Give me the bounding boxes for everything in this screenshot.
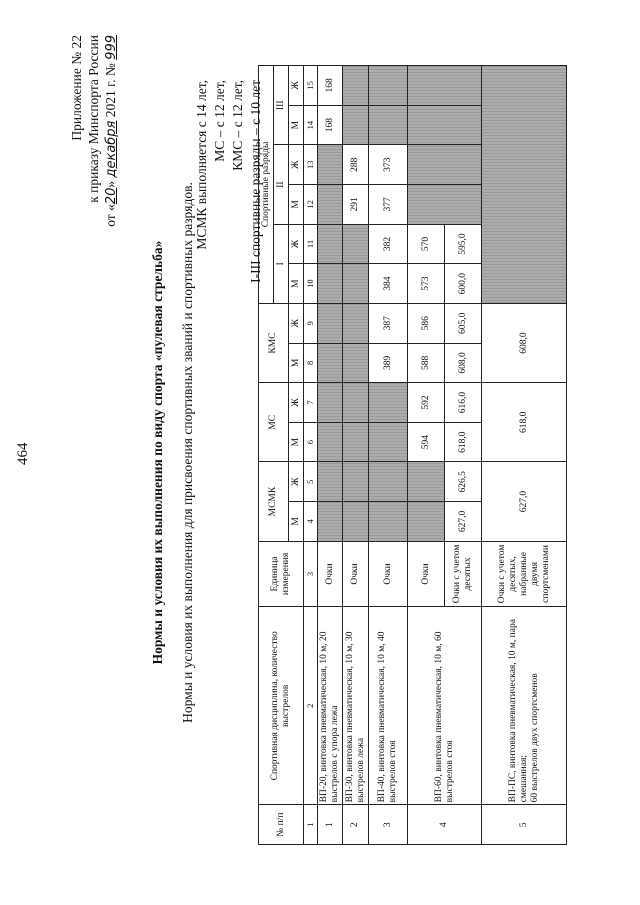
value-cell: 168 [318, 105, 343, 145]
shaded-cell [318, 462, 343, 502]
appendix-header [68, 35, 120, 227]
shaded-cell [369, 383, 408, 423]
column-index-row [304, 66, 318, 845]
value-cell: 387 [369, 303, 408, 343]
header-rank-1: I [274, 224, 289, 303]
column-index: 12 [304, 185, 318, 225]
shaded-cell [318, 185, 343, 225]
shaded-cell [318, 383, 343, 423]
row-num: 3 [369, 805, 408, 845]
shaded-cell [318, 224, 343, 264]
value-cell: 384 [369, 264, 408, 304]
shaded-cell [318, 502, 343, 542]
column-index: 10 [304, 264, 318, 304]
row-discipline: ВП-30, винтовка пневматическая, 10 м, 30 выстрелов лежа [343, 607, 369, 805]
note-line: I-III спортивные разряды – с 10 лет [248, 80, 263, 283]
document-title: Нормы и условия их выполнения по виду спорта «пулевая стрельба» [150, 240, 165, 665]
shaded-cell [343, 105, 369, 145]
shaded-cell [369, 422, 408, 462]
value-cell: 573 [408, 264, 445, 304]
value-cell: 626,5 [445, 462, 482, 502]
header-ms: МС [259, 383, 289, 462]
table-row [369, 66, 408, 845]
row-unit: Очки [369, 541, 408, 606]
handwritten-order-number: 999 [104, 35, 119, 60]
column-index: 5 [304, 462, 318, 502]
shaded-cell [343, 224, 369, 264]
shaded-cell [318, 303, 343, 343]
norms-table [258, 65, 567, 845]
header-female: Ж [289, 462, 304, 502]
column-index: 3 [304, 541, 318, 606]
shaded-cell [318, 422, 343, 462]
header-female: Ж [289, 383, 304, 423]
shaded-cell [343, 462, 369, 502]
value-cell: 616,0 [445, 383, 482, 423]
shaded-cell [318, 264, 343, 304]
row-discipline-line: 60 выстрелов двух спортсменов [529, 673, 540, 803]
note-line: КМС – с 12 лет, [230, 80, 245, 171]
header-discipline: Спортивная дисциплина, количество выстрелов [259, 607, 304, 805]
header-male: М [289, 185, 304, 225]
document-subtitle: Нормы и условия их выполнения для присвоения спортивных званий и спортивных разрядов. [180, 182, 195, 723]
shaded-cell [408, 502, 445, 542]
row-unit: Очки [343, 541, 369, 606]
row-unit: Очки [408, 541, 445, 606]
note-line: МСМК выполняется с 14 лет, [194, 80, 209, 250]
row-discipline: ВП-20, винтовка пневматическая, 10 м, 20 выстрелов с упора лежа [318, 607, 343, 805]
value-cell: 291 [343, 185, 369, 225]
header-msmk: МСМК [259, 462, 289, 541]
shaded-cell [369, 462, 408, 502]
shaded-cell [408, 462, 445, 502]
value-cell: 627,0 [445, 502, 482, 542]
value-cell: 618,0 [445, 422, 482, 462]
column-index: 2 [304, 607, 318, 805]
shaded-cell [343, 264, 369, 304]
value-cell: 592 [408, 383, 445, 423]
row-num: 2 [343, 805, 369, 845]
value-cell: 377 [369, 185, 408, 225]
row-discipline-line: ВП-ПС, винтовка пневматическая, 10 м, пара смешанная; [507, 619, 529, 803]
row-unit: Очки с учетом десятых [445, 541, 482, 606]
shaded-cell [343, 303, 369, 343]
column-index: 9 [304, 303, 318, 343]
row-unit: Очки с учетом десятых, набранные двумя спортсменами [482, 541, 567, 606]
column-index: 15 [304, 66, 318, 106]
appendix-date-sep: » [103, 180, 118, 188]
appendix-line-3 [102, 35, 120, 227]
table-row [408, 66, 445, 845]
header-male: М [289, 343, 304, 383]
value-cell: 389 [369, 343, 408, 383]
shaded-cell [343, 66, 369, 106]
value-cell: 588 [408, 343, 445, 383]
value-cell-merged: 618,0 [482, 383, 567, 462]
header-num: № п/п [259, 805, 304, 845]
appendix-date-year: 2021 г. № [103, 63, 118, 118]
header-rank-3: III [274, 66, 289, 145]
column-index: 6 [304, 422, 318, 462]
shaded-cell [318, 343, 343, 383]
table-row [482, 66, 567, 845]
table-row [318, 66, 343, 845]
value-cell: 595,0 [445, 224, 482, 264]
handwritten-month: декабря [104, 120, 119, 178]
value-cell: 586 [408, 303, 445, 343]
appendix-line-1: Приложение № 22 [69, 35, 84, 141]
column-index: 11 [304, 224, 318, 264]
column-index: 13 [304, 145, 318, 185]
table-row [343, 66, 369, 845]
shaded-cell [343, 343, 369, 383]
shaded-cell [343, 383, 369, 423]
shaded-cell [369, 502, 408, 542]
header-male: М [289, 502, 304, 542]
header-male: М [289, 422, 304, 462]
shaded-cell [318, 145, 343, 185]
handwritten-day: 20 [104, 187, 119, 205]
value-cell-merged: 608,0 [482, 303, 567, 382]
column-index: 4 [304, 502, 318, 542]
row-discipline [482, 607, 567, 805]
row-num: 1 [318, 805, 343, 845]
shaded-cell [408, 105, 482, 145]
value-cell: 600,0 [445, 264, 482, 304]
shaded-cell [482, 66, 567, 304]
header-female: Ж [289, 224, 304, 264]
value-cell: 168 [318, 66, 343, 106]
row-num: 4 [408, 805, 482, 845]
header-rank-2: II [274, 145, 289, 224]
header-ranks: Спортивные разряды [259, 66, 274, 304]
appendix-line-2: к приказу Минспорта России [86, 35, 101, 203]
value-cell: 382 [369, 224, 408, 264]
column-index: 8 [304, 343, 318, 383]
value-cell: 288 [343, 145, 369, 185]
shaded-cell [343, 502, 369, 542]
value-cell: 570 [408, 224, 445, 264]
row-discipline: ВП-40, винтовка пневматическая, 10 м, 40 выстрелов стоя [369, 607, 408, 805]
shaded-cell [343, 422, 369, 462]
shaded-cell [369, 66, 408, 106]
shaded-cell [408, 145, 482, 185]
value-cell: 608,0 [445, 343, 482, 383]
value-cell: 594 [408, 422, 445, 462]
row-num: 5 [482, 805, 567, 845]
shaded-cell [369, 105, 408, 145]
header-male: М [289, 264, 304, 304]
header-female: Ж [289, 145, 304, 185]
header-female: Ж [289, 303, 304, 343]
value-cell-merged: 627,0 [482, 462, 567, 541]
age-notes [193, 80, 265, 283]
header-kms: КМС [259, 303, 289, 382]
column-index: 14 [304, 105, 318, 145]
row-unit: Очки [318, 541, 343, 606]
column-index: 7 [304, 383, 318, 423]
column-index: 1 [304, 805, 318, 845]
row-discipline: ВП-60, винтовка пневматическая, 10 м, 60 выстрелов стоя [408, 607, 482, 805]
page-number: 464 [15, 442, 31, 465]
shaded-cell [408, 185, 482, 225]
value-cell: 373 [369, 145, 408, 185]
note-line: МС – с 12 лет, [212, 80, 227, 162]
value-cell: 605,0 [445, 303, 482, 343]
appendix-date-prefix: от « [103, 204, 118, 227]
shaded-cell [408, 66, 482, 106]
header-male: М [289, 105, 304, 145]
header-female: Ж [289, 66, 304, 106]
header-unit: Единица измерения [259, 541, 304, 606]
